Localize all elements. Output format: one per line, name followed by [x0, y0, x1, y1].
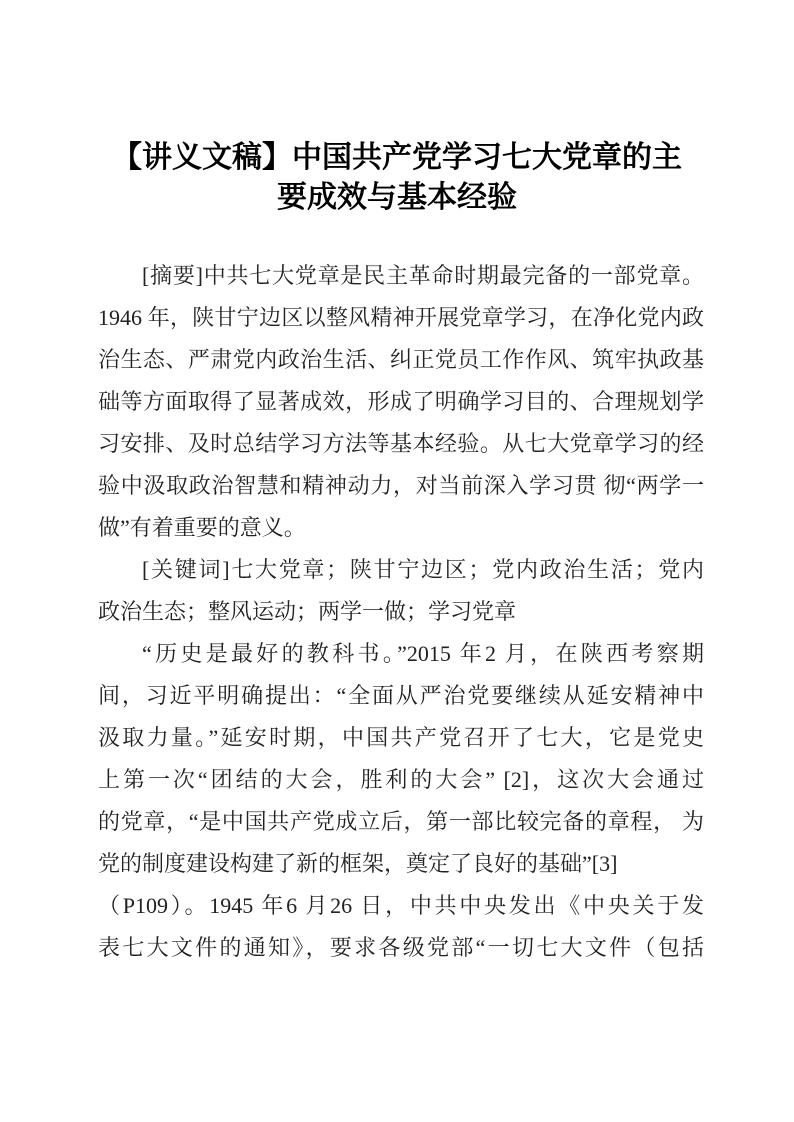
paragraph-body — [98, 633, 704, 969]
text-line: 上第一次“团结的大会，胜利的大会” [2]，这次大会通过 — [98, 767, 704, 792]
text-line: 验中汲取政治智慧和精神动力，对当前深入学习贯 彻“两学一 — [98, 473, 704, 498]
text-line: 治生态、严肃党内政治生活、纠正党员工作作风、筑牢执政基 — [98, 347, 704, 372]
text-line: 础等方面取得了显著成效，形成了明确学习目的、合理规划学 — [98, 389, 704, 414]
text-line: 的党章，“是中国共产党成立后，第一部比较完备的章程， 为 — [98, 809, 704, 834]
text-line: “历史是最好的教科书。”2015 年2 月，在陕西考察期 — [142, 641, 704, 666]
text-line: 间，习近平明确提出：“全面从严治党要继续从延安精神中 — [98, 683, 704, 708]
text-line: 1946 年，陕甘宁边区以整风精神开展党章学习，在净化党内政 — [98, 305, 704, 330]
text-line: （P109）。1945 年6 月26 日，中共中央发出《中央关于发 — [98, 893, 704, 918]
text-line: 习安排、及时总结学习方法等基本经验。从七大党章学习的经 — [98, 431, 704, 456]
paragraph-abstract — [98, 255, 704, 549]
document-title: 【讲义文稿】中国共产党学习七大党章的主要成效与基本经验 — [112, 141, 682, 214]
text-line: 做”有着重要的意义。 — [98, 515, 306, 540]
text-line: [摘要]中共七大党章是民主革命时期最完备的一部党章。 — [142, 263, 704, 288]
text-line: [关键词]七大党章；陕甘宁边区；党内政治生活；党内 — [142, 557, 704, 582]
document-body — [98, 255, 704, 969]
paragraph-keywords — [98, 549, 704, 633]
text-line: 汲取力量。”延安时期，中国共产党召开了七大，它是党史 — [98, 725, 704, 750]
text-line: 党的制度建设构建了新的框架，奠定了良好的基础”[3] — [98, 851, 618, 876]
text-line: 政治生态；整风运动；两学一做；学习党章 — [98, 599, 517, 624]
text-line: 表七大文件的通知》，要求各级党部“一切七大文件（包括 — [98, 935, 704, 960]
